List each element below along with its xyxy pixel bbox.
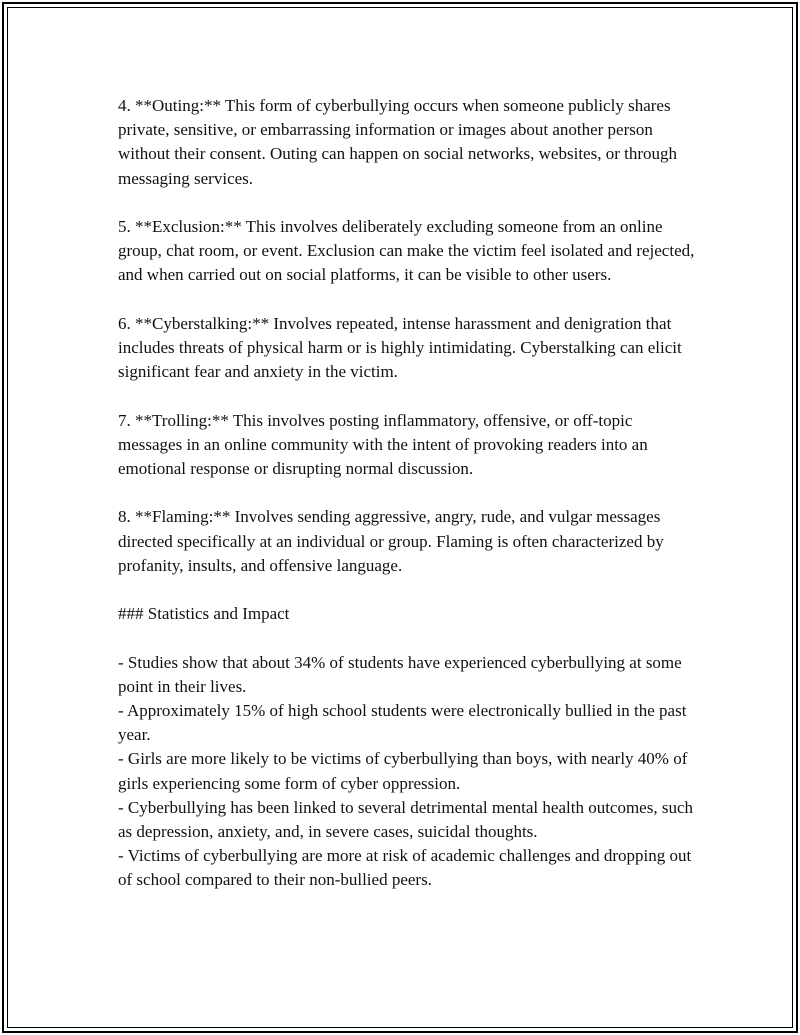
list-item: - Cyberbullying has been linked to several detrimental mental health outcomes, such as depression, anxiety, and, in severe cases, suicidal thoughts. bbox=[118, 797, 694, 841]
statistics-list bbox=[118, 651, 698, 893]
list-item: - Victims of cyberbullying are more at risk of academic challenges and dropping out of school compared to their non-bullied peers. bbox=[118, 846, 692, 890]
paragraph-cyberstalking: 6. **Cyberstalking:** Involves repeated, intense harassment and denigration that includes threats of physical harm or is highly intimidating. Cyberstalking can elicit significant fear and anxiety in the victim. bbox=[118, 313, 682, 382]
paragraph-exclusion: 5. **Exclusion:** This involves deliberately excluding someone from an online group, chat room, or event. Exclusion can make the victim feel isolated and rejected, and when carried out on social platforms, it can be visible to other users. bbox=[118, 217, 695, 285]
paragraph-outing: 4. **Outing:** This form of cyberbullying occurs when someone publicly shares private, sensitive, or embarrassing information or images about another person without their consent. Outing can happen on social networks, websites, or through messaging services. bbox=[118, 96, 677, 188]
paragraph-trolling: 7. **Trolling:** This involves posting inflammatory, offensive, or off-topic messages in an online community with the intent of provoking readers into an emotional response or disrupting normal discussion. bbox=[118, 410, 648, 478]
list-item: - Studies show that about 34% of students have experienced cyberbullying at some point in their lives. bbox=[118, 652, 682, 696]
paragraph-flaming: 8. **Flaming:** Involves sending aggressive, angry, rude, and vulgar messages directed specifically at an individual or group. Flaming is often characterized by profanity, insults, and offensive language. bbox=[118, 507, 664, 575]
list-item: - Approximately 15% of high school students were electronically bullied in the past year. bbox=[118, 700, 687, 745]
document-body bbox=[118, 94, 698, 893]
list-item: - Girls are more likely to be victims of cyberbullying than boys, with nearly 40% of girls experiencing some form of cyber oppression. bbox=[118, 749, 688, 793]
section-heading: ### Statistics and Impact bbox=[118, 604, 290, 624]
